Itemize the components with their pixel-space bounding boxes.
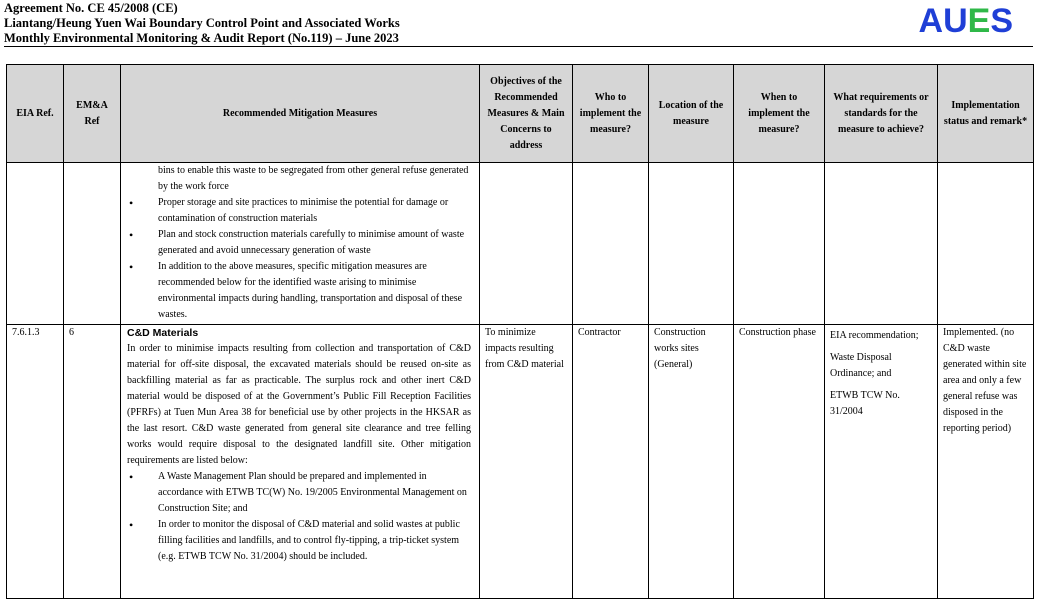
logo-letter: A <box>918 2 944 40</box>
cell-when <box>734 163 825 325</box>
logo-letter: U <box>943 2 968 40</box>
requirement-item: EIA recommendation; <box>830 330 919 341</box>
table-row <box>7 163 1034 325</box>
table-row <box>7 325 1034 599</box>
requirement-item: ETWB TCW No. 31/2004 <box>830 390 900 417</box>
col-ema-ref: EM&A Ref <box>64 65 121 163</box>
cell-ema-ref: 6 <box>64 325 121 599</box>
aues-logo <box>919 4 1014 38</box>
cell-measures <box>121 163 480 325</box>
cell-objective <box>480 163 573 325</box>
cell-location: Construction works sites (General) <box>649 325 734 599</box>
cell-requirements <box>825 163 938 325</box>
col-objectives: Objectives of the Recommended Measures & Main Concerns to address <box>480 65 573 163</box>
measure-heading: C&D Materials <box>127 327 199 339</box>
col-location: Location of the measure <box>649 65 734 163</box>
requirement-item: Waste Disposal Ordinance; and <box>830 352 892 379</box>
logo-letter: E <box>967 2 991 40</box>
table-header-row <box>7 65 1034 163</box>
mitigation-measures-table <box>6 64 1034 599</box>
list-item: • In order to monitor the disposal of C&D material and solid wastes at public filling facilities and landfills, and to control fly-tipping, a trip-ticket system (e.g. ETWB TCW No. 31/2004) should be included. <box>158 517 471 565</box>
list-item: • In addition to the above measures, specific mitigation measures are recommended below for the identified waste arising to minimise environmental impacts during handling, transportation and disposal of these wastes. <box>158 259 471 323</box>
header-divider <box>4 46 1033 47</box>
measure-body: In order to minimise impacts resulting from collection and transportation of C&D material for off-site disposal, the excavated materials should be reused on-site as backfilling material as far as practicable. The surplus rock and other inert C&D material would be disposed of at the Government’s Public Fill Reception Facilities (PFRFs) at Tuen Mun Area 38 for beneficial use by other projects in the HKSAR as the last resort. C&D waste generated from general site clearance and tree felling works would require disposal to the designated landfill site. Other mitigation requirements are listed below: <box>127 343 471 466</box>
col-who: Who to implement the measure? <box>573 65 649 163</box>
measure-continuation: bins to enable this waste to be segregated from other general refuse generated by the work force <box>158 165 469 192</box>
cell-status: Implemented. (no C&D waste generated within site area and only a few general refuse was disposed in the reporting period) <box>938 325 1034 599</box>
list-item: • Proper storage and site practices to minimise the potential for damage or contamination of construction materials <box>158 195 471 227</box>
col-eia-ref: EIA Ref. <box>7 65 64 163</box>
list-item: • A Waste Management Plan should be prepared and implemented in accordance with ETWB TC(W) No. 19/2005 Environmental Management on Construction Site; and <box>158 469 471 517</box>
cell-location <box>649 163 734 325</box>
cell-when: Construction phase <box>734 325 825 599</box>
project-title: Liantang/Heung Yuen Wai Boundary Control Point and Associated Works <box>4 16 400 30</box>
cell-measures <box>121 325 480 599</box>
cell-status <box>938 163 1034 325</box>
document-header <box>4 1 400 46</box>
cell-who: Contractor <box>573 325 649 599</box>
cell-objective: To minimize impacts resulting from C&D material <box>480 325 573 599</box>
cell-ema-ref <box>64 163 121 325</box>
logo-letter: S <box>990 2 1013 40</box>
list-item: • Plan and stock construction materials carefully to minimise amount of waste generated and avoid unnecessary generation of waste <box>158 227 471 259</box>
cell-eia-ref: 7.6.1.3 <box>7 325 64 599</box>
col-when: When to implement the measure? <box>734 65 825 163</box>
agreement-number: Agreement No. CE 45/2008 (CE) <box>4 1 178 15</box>
cell-who <box>573 163 649 325</box>
col-status: Implementation status and remark* <box>938 65 1034 163</box>
col-mitigation-measures: Recommended Mitigation Measures <box>121 65 480 163</box>
report-title: Monthly Environmental Monitoring & Audit Report (No.119) – June 2023 <box>4 31 399 45</box>
col-requirements: What requirements or standards for the measure to achieve? <box>825 65 938 163</box>
cell-eia-ref <box>7 163 64 325</box>
cell-requirements <box>825 325 938 599</box>
